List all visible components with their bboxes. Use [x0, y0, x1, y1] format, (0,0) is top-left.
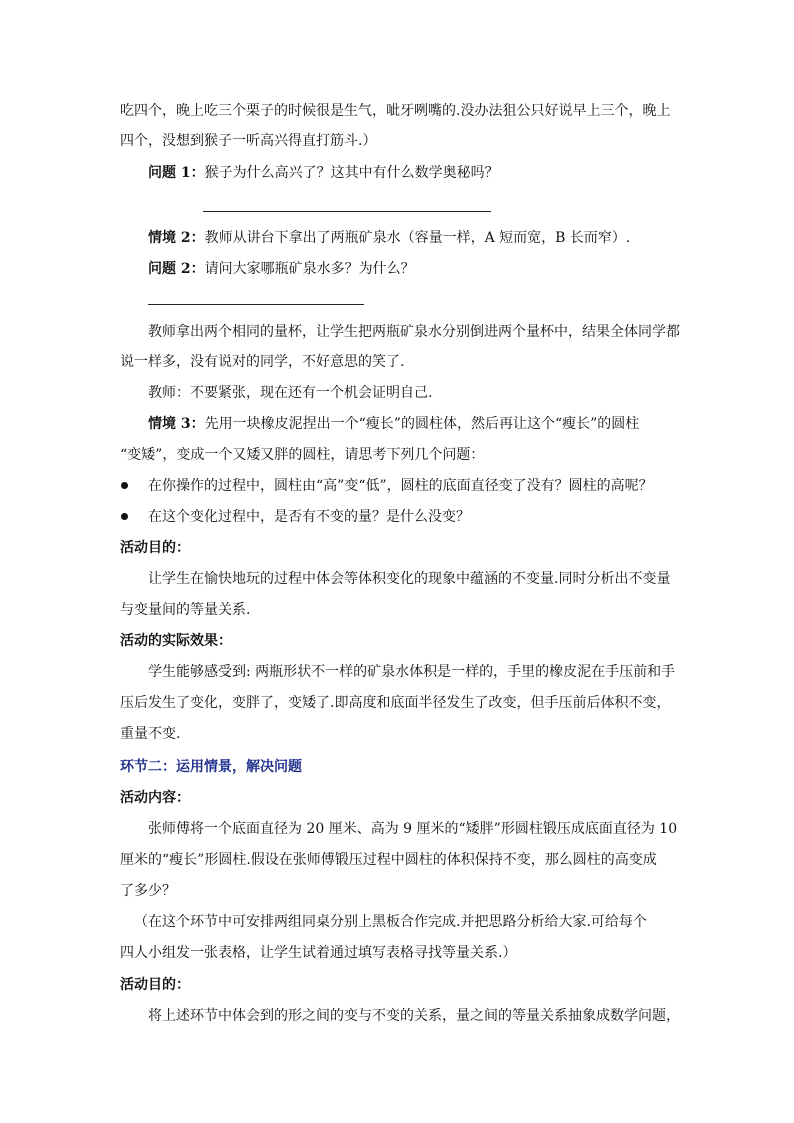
teacher-line-1: 教师拿出两个相同的量杯，让学生把两瓶矿泉水分别倒进两个量杯中，结果全体同学都	[148, 324, 680, 340]
question-1	[148, 163, 499, 183]
bullet-item-1: 在你操作的过程中，圆柱由“高”变“低”，圆柱的底面直径变了没有？圆柱的高呢？	[148, 478, 653, 494]
bullet-item-2: 在这个变化过程中，是否有不变的量？是什么没变？	[148, 509, 470, 525]
situation-2-text: 教师从讲台下拿出了两瓶矿泉水（容量一样，A 短而宽，B 长而窄）.	[204, 230, 631, 246]
effect-line-3: 重量不变.	[120, 726, 181, 742]
teacher-say: 教师：不要紧张，现在还有一个机会证明自己.	[148, 385, 433, 401]
section-2-heading: 环节二：运用情景，解决问题	[120, 759, 302, 775]
goal-heading: 活动目的：	[120, 540, 190, 556]
situation-3-line-2: “变矮”，变成一个又矮又胖的圆柱，请思考下列几个问题：	[120, 447, 485, 463]
teacher-line-2: 说一样多，没有说对的同学，不好意思的笑了.	[120, 354, 405, 370]
situation-3-label: 情境 3：	[148, 416, 205, 432]
situation-2	[148, 228, 630, 248]
goal-2-heading: 活动目的：	[120, 977, 190, 993]
situation-3	[148, 414, 639, 434]
goal-2-line-1: 将上述环节中体会到的形之间的变与不变的关系，量之间的等量关系抽象成数学问题，	[148, 1008, 680, 1024]
question-2	[148, 259, 415, 279]
situation-3-text: 先用一块橡皮泥捏出一个“瘦长”的圆柱体，然后再让这个“瘦长”的圆柱	[204, 416, 640, 432]
bullet-dot-2	[121, 513, 128, 520]
question-2-text: 请问大家哪瓶矿泉水多？为什么？	[204, 261, 415, 277]
story-line-1: 吃四个，晚上吃三个栗子的时候很是生气，呲牙咧嘴的.没办法狙公只好说早上三个，晚上	[120, 103, 671, 119]
note-line-1: （在这个环节中可安排两组同桌分别上黑板合作完成.并把思路分析给大家.可给每个	[134, 914, 647, 930]
content-line-1: 张师傅将一个底面直径为 20 厘米、高为 9 厘米的“矮胖”形圆柱锻压成底面直径为 10	[148, 821, 678, 837]
effect-heading: 活动的实际效果：	[120, 633, 232, 649]
situation-2-label: 情境 2：	[148, 230, 205, 246]
effect-line-1: 学生能够感受到: 两瓶形状不一样的矿泉水体积是一样的，手里的橡皮泥在手压前和手	[148, 664, 676, 680]
question-1-label: 问题 1：	[148, 165, 205, 181]
question-2-label: 问题 2：	[148, 261, 205, 277]
note-line-2: 四人小组发一张表格，让学生试着通过填写表格寻找等量关系.）	[120, 945, 517, 961]
content-line-2: 厘米的“瘦长”形圆柱.假设在张师傅锻压过程中圆柱的体积保持不变，那么圆柱的高变成	[120, 852, 657, 868]
content-heading: 活动内容：	[120, 790, 190, 806]
story-line-2: 四个，没想到猴子一听高兴得直打筋斗.）	[120, 133, 377, 149]
goal-line-2: 与变量间的等量关系.	[120, 602, 251, 618]
bullet-dot-1	[121, 482, 128, 489]
answer-blank-1	[203, 211, 491, 212]
goal-line-1: 让学生在愉快地玩的过程中体会等体积变化的现象中蕴涵的不变量.同时分析出不变量	[148, 571, 671, 587]
answer-blank-2	[148, 304, 364, 305]
content-line-3: 了多少？	[120, 883, 176, 899]
effect-line-2: 压后发生了变化，变胖了，变矮了.即高度和底面半径发生了改变，但手压前后体积不变，	[120, 695, 671, 711]
question-1-text: 猴子为什么高兴了？这其中有什么数学奥秘吗？	[204, 165, 499, 181]
